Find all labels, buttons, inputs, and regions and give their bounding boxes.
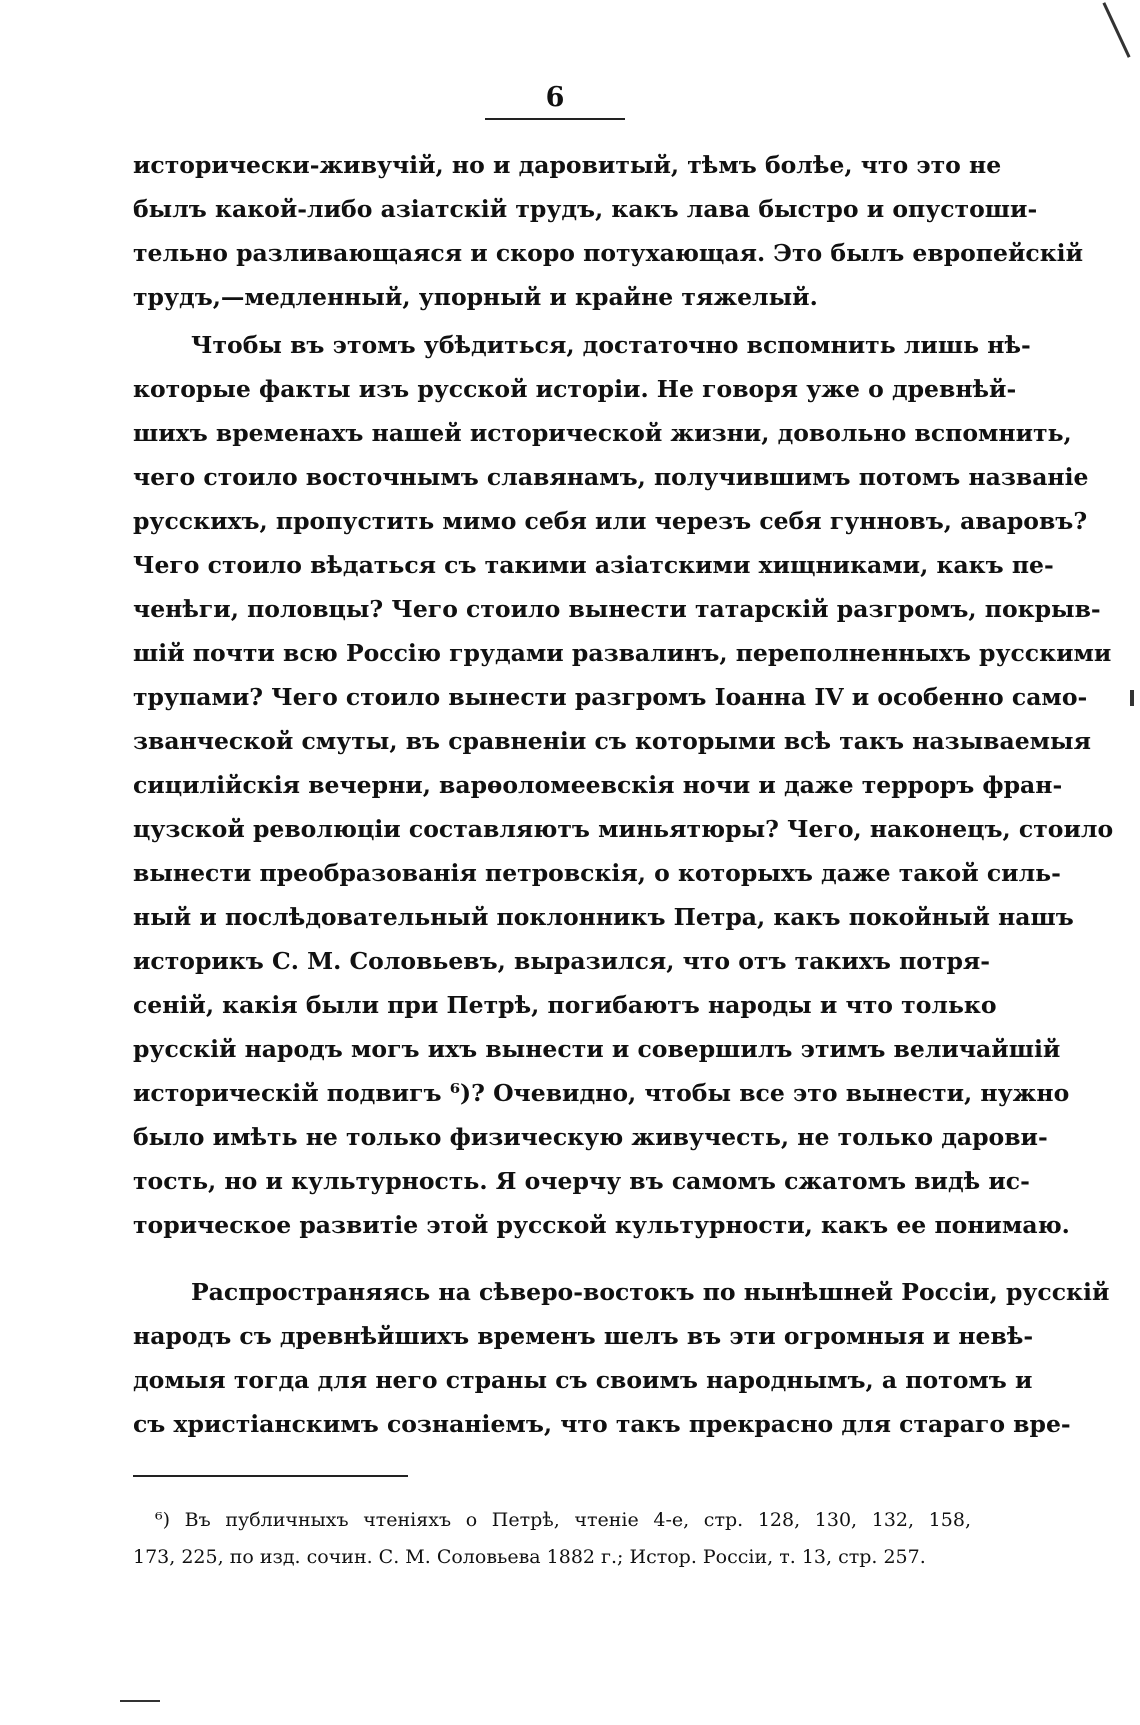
text-line: вынести преобразованія петровскія, о которыхъ даже такой силь-: [133, 859, 1061, 887]
text-line: званческой смуты, въ сравненіи съ которыми всѣ такъ называемыя: [133, 727, 1091, 755]
text-line: историческій подвигъ ⁶)? Очевидно, чтобы все это вынести, нужно: [133, 1079, 1070, 1107]
paragraph-3: [133, 1270, 1110, 1446]
page-number-rule: [485, 118, 625, 120]
footnote-line: 173, 225, по изд. сочин. С. М. Соловьева 1882 г.; Истор. Россіи, т. 13, стр. 257.: [133, 1546, 926, 1568]
text-line: съ христіанскимъ сознаніемъ, что такъ прекрасно для стараго вре-: [133, 1410, 1071, 1438]
text-line: Распространяясь на сѣверо-востокъ по нынѣшней Россіи, русскій: [191, 1278, 1110, 1306]
scan-speck: [1102, 2, 1130, 58]
text-line: ченѣги, половцы? Чего стоило вынести татарскій разгромъ, покрыв-: [133, 595, 1101, 623]
text-line: трупами? Чего стоило вынести разгромъ Іоанна IV и особенно само-: [133, 683, 1088, 711]
footnote-line: ⁶) Въ публичныхъ чтеніяхъ о Петрѣ, чтеніе 4-е, стр. 128, 130, 132, 158,: [155, 1509, 971, 1531]
text-line: цузской революціи составляютъ миньятюры? Чего, наконецъ, стоило: [133, 815, 1114, 843]
text-line: тельно разливающаяся и скоро потухающая. Это былъ европейскій: [133, 239, 1084, 267]
text-line: былъ какой-либо азіатскій трудъ, какъ лава быстро и опустоши-: [133, 195, 1038, 223]
text-line: сеній, какія были при Петрѣ, погибаютъ народы и что только: [133, 991, 997, 1019]
scan-speck: [120, 1700, 160, 1702]
text-line: трудъ,—медленный, упорный и крайне тяжелый.: [133, 283, 818, 311]
text-line: чего стоило восточнымъ славянамъ, получившимъ потомъ названіе: [133, 463, 1089, 491]
text-line: было имѣть не только физическую живучесть, не только дарови-: [133, 1123, 1048, 1151]
text-line: сицилійскія вечерни, варѳоломеевскія ночи и даже терроръ фран-: [133, 771, 1063, 799]
text-line: русскихъ, пропустить мимо себя или черезъ себя гунновъ, аваровъ?: [133, 507, 1088, 535]
paragraph-2: [133, 323, 1114, 1247]
text-line: ный и послѣдовательный поклонникъ Петра, какъ покойный нашъ: [133, 903, 1074, 931]
text-line: русскій народъ могъ ихъ вынести и совершилъ этимъ величайшій: [133, 1035, 1061, 1063]
text-line: домыя тогда для него страны съ своимъ народнымъ, а потомъ и: [133, 1366, 1033, 1394]
footnote-rule: [133, 1475, 408, 1477]
text-line: Чтобы въ этомъ убѣдиться, достаточно вспомнить лишь нѣ-: [191, 331, 1031, 359]
paragraph-1: [133, 143, 1084, 319]
text-line: шій почти всю Россію грудами развалинъ, переполненныхъ русскими: [133, 639, 1112, 667]
text-line: шихъ временахъ нашей исторической жизни, довольно вспомнить,: [133, 419, 1072, 447]
page-number: 6: [545, 82, 565, 113]
text-line: тость, но и культурность. Я очерчу въ самомъ сжатомъ видѣ ис-: [133, 1167, 1030, 1195]
text-line: исторически-живучій, но и даровитый, тѣмъ болѣе, что это не: [133, 151, 1002, 179]
scan-speck: [1130, 690, 1134, 706]
text-line: которые факты изъ русской исторіи. Не говоря уже о древнѣй-: [133, 375, 1017, 403]
text-line: историкъ С. М. Соловьевъ, выразился, что отъ такихъ потря-: [133, 947, 991, 975]
text-line: Чего стоило вѣдаться съ такими азіатскими хищниками, какъ пе-: [133, 551, 1054, 579]
text-line: торическое развитіе этой русской культурности, какъ ее понимаю.: [133, 1211, 1070, 1239]
text-line: народъ съ древнѣйшихъ временъ шелъ въ эти огромныя и невѣ-: [133, 1322, 1034, 1350]
footnote: [133, 1502, 971, 1576]
